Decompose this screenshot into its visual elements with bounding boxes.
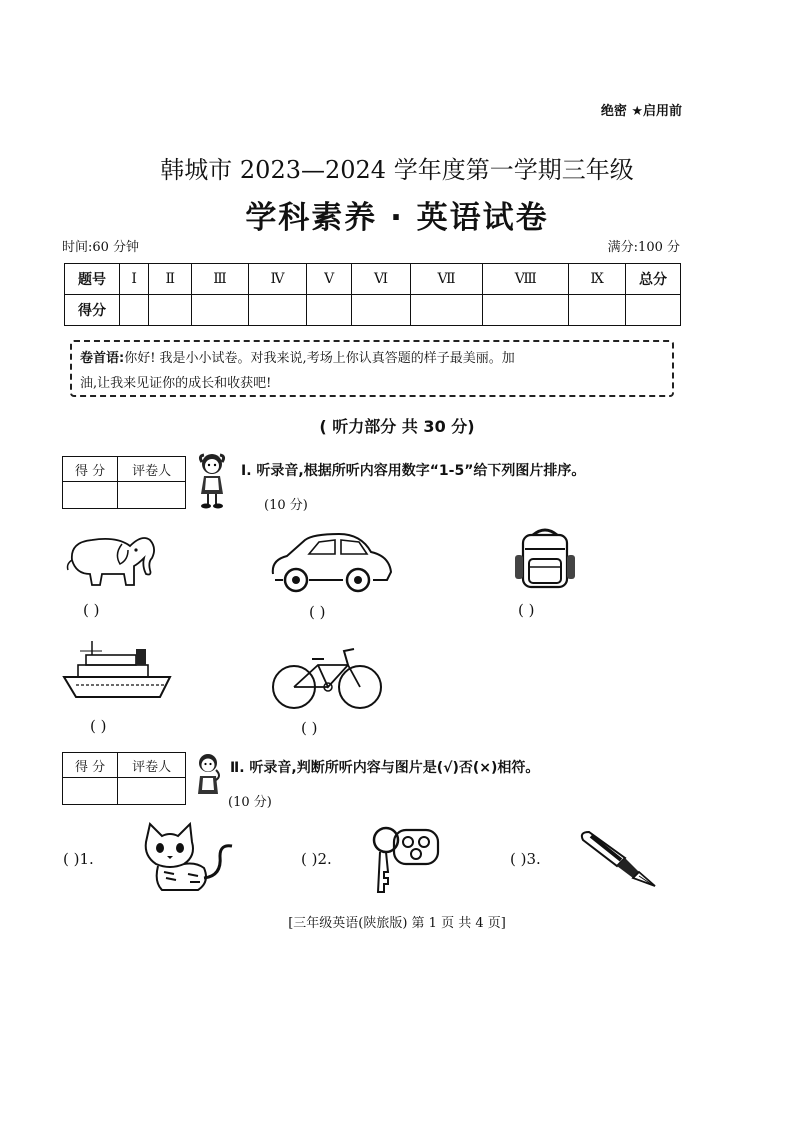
answer-blank-bicycle[interactable]: ( ) xyxy=(301,719,318,737)
q1-points: (10 分) xyxy=(264,498,308,513)
column-4: Ⅳ xyxy=(248,264,306,295)
q2-item3-blank[interactable]: ( )3. xyxy=(510,850,541,868)
score-table-score-row xyxy=(65,295,681,326)
score-cell[interactable] xyxy=(410,295,482,326)
exam-title-line2: 学科素养 · 英语试卷 xyxy=(245,200,549,236)
intro-text-1: 你好! 我是小小试卷。对我来说,考场上你认真答题的样子最美丽。加 xyxy=(124,351,515,366)
page-footer: [三年级英语(陕旅版) 第 1 页 共 4 页] xyxy=(288,916,506,931)
score-cell[interactable] xyxy=(149,295,192,326)
question-number-label: 题号 xyxy=(65,264,120,295)
backpack-picture xyxy=(513,527,577,591)
answer-blank-car[interactable]: ( ) xyxy=(309,603,326,621)
q2-points: (10 分) xyxy=(228,795,272,810)
column-7: Ⅶ xyxy=(410,264,482,295)
q2-item1-blank[interactable]: ( )1. xyxy=(63,850,94,868)
score-label: 得分 xyxy=(65,295,120,326)
column-1: Ⅰ xyxy=(120,264,149,295)
column-8: Ⅷ xyxy=(483,264,569,295)
score-table xyxy=(64,263,681,326)
listening-section-heading: ( 听力部分 共 30 分) xyxy=(319,417,475,436)
intro-label: 卷首语: xyxy=(80,351,125,366)
score-cell[interactable] xyxy=(352,295,411,326)
cat-picture xyxy=(140,820,236,896)
answer-blank-elephant[interactable]: ( ) xyxy=(83,601,100,619)
column-9: Ⅸ xyxy=(569,264,626,295)
score-cell[interactable] xyxy=(120,295,149,326)
grader-score-cell[interactable] xyxy=(63,482,118,509)
girl-thinking-icon xyxy=(194,752,222,798)
confidential-label: 绝密 ★启用前 xyxy=(600,104,682,119)
intro-text-2: 油,让我来见证你的成长和收获吧! xyxy=(80,376,272,391)
score-table-header-row xyxy=(65,264,681,295)
total-label: 总分 xyxy=(626,264,681,295)
bicycle-picture xyxy=(270,645,384,711)
q1-grader-box xyxy=(62,456,186,509)
elephant-picture xyxy=(62,530,157,592)
grader-score-cell[interactable] xyxy=(63,778,118,805)
full-score: 满分:100 分 xyxy=(607,240,680,255)
grader-name-cell[interactable] xyxy=(118,778,186,805)
intro-message-box xyxy=(70,340,674,397)
answer-blank-ship[interactable]: ( ) xyxy=(90,717,107,735)
score-cell[interactable] xyxy=(569,295,626,326)
grader-score-label: 得 分 xyxy=(63,457,118,482)
score-cell[interactable] xyxy=(307,295,352,326)
column-2: Ⅱ xyxy=(149,264,192,295)
ship-picture xyxy=(62,637,174,705)
girl-mascot-icon xyxy=(196,452,228,510)
grader-label: 评卷人 xyxy=(118,457,186,482)
column-3: Ⅲ xyxy=(192,264,249,295)
q2-instruction: Ⅱ. 听录音,判断所听内容与图片是(√)否(×)相符。 xyxy=(230,760,540,776)
column-6: Ⅵ xyxy=(352,264,411,295)
column-5: Ⅴ xyxy=(307,264,352,295)
score-cell[interactable] xyxy=(248,295,306,326)
pen-picture xyxy=(577,828,661,890)
car-picture xyxy=(269,532,394,594)
q1-instruction: Ⅰ. 听录音,根据所听内容用数字“1-5”给下列图片排序。 xyxy=(241,463,586,479)
total-score-cell[interactable] xyxy=(626,295,681,326)
answer-blank-backpack[interactable]: ( ) xyxy=(518,601,535,619)
exam-title-line1: 韩城市 2023—2024 学年度第一学期三年级 xyxy=(160,156,634,184)
intro-line1 xyxy=(80,346,664,371)
q2-item2-blank[interactable]: ( )2. xyxy=(301,850,332,868)
time-limit: 时间:60 分钟 xyxy=(62,240,140,255)
q2-grader-box xyxy=(62,752,186,805)
grader-name-cell[interactable] xyxy=(118,482,186,509)
grader-score-label: 得 分 xyxy=(63,753,118,778)
score-cell[interactable] xyxy=(192,295,249,326)
score-cell[interactable] xyxy=(483,295,569,326)
key-picture xyxy=(372,822,444,896)
grader-label: 评卷人 xyxy=(118,753,186,778)
